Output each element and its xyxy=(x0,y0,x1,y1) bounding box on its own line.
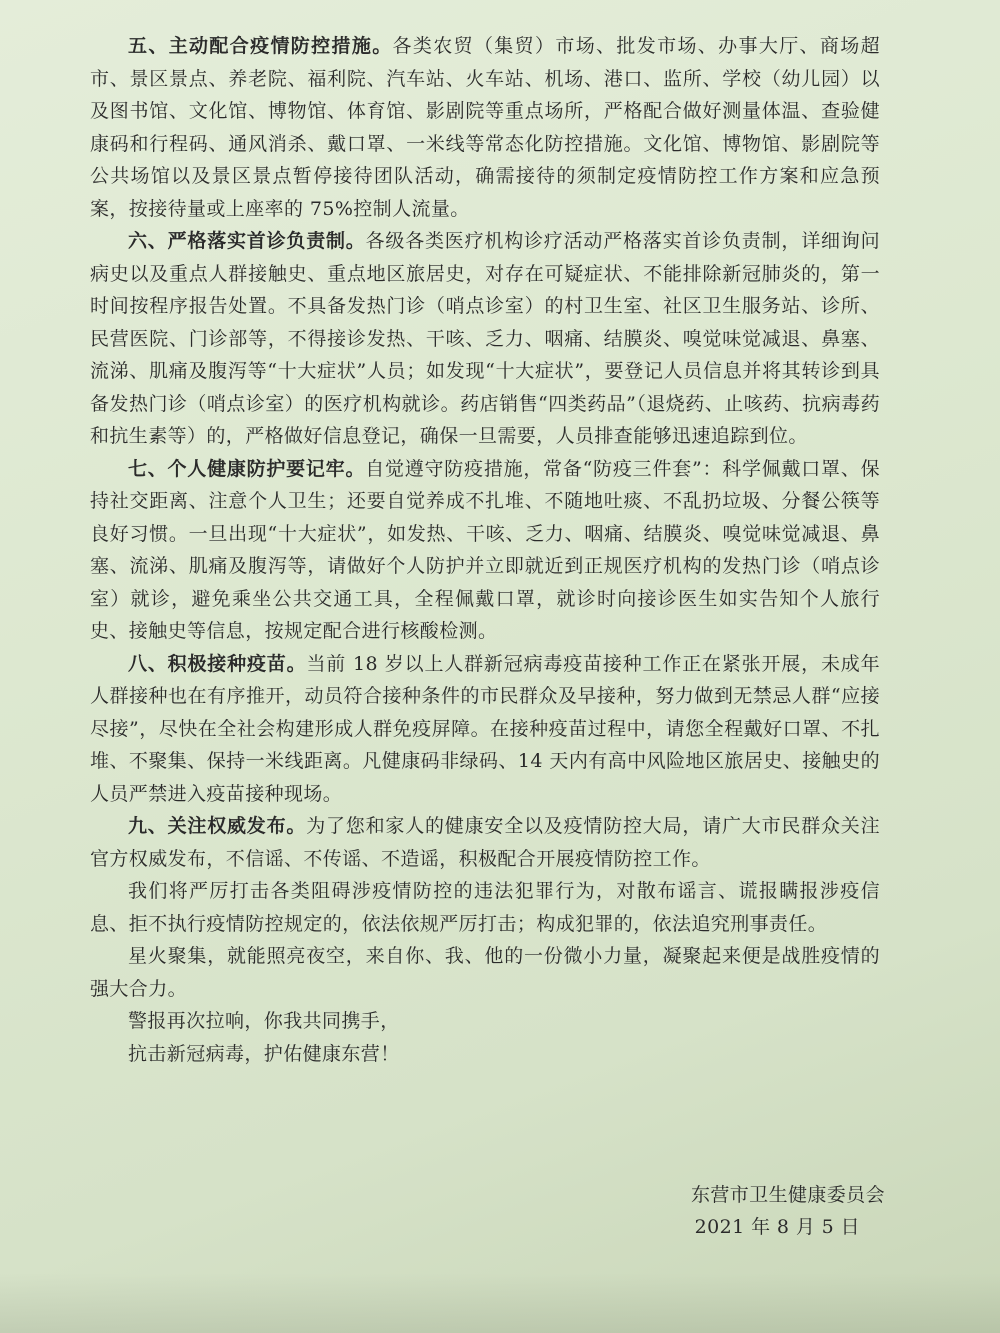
section-7 xyxy=(90,453,880,648)
section-5-body: 各类农贸（集贸）市场、批发市场、办事大厅、商场超市、景区景点、养老院、福利院、汽车站、火车站、机场、港口、监所、学校（幼儿园）以及图书馆、文化馆、博物馆、体育馆、影剧院等重点场所，严格配合做好测量体温、查验健康码和行程码、通风消杀、戴口罩、一米线等常态化防控措施。文化馆、博物馆、影剧院等公共场馆以及景区景点暂停接待团队活动，确需接待的须制定疫情防控工作方案和应急预案，按接待量或上座率的 75%控制人流量。 xyxy=(90,35,880,220)
section-6 xyxy=(90,225,880,453)
section-6-heading: 六、严格落实首诊负责制。 xyxy=(128,230,366,252)
section-8 xyxy=(90,648,880,811)
section-8-body: 当前 18 岁以上人群新冠病毒疫苗接种工作正在紧张开展，未成年人群接种也在有序推开，动员符合接种条件的市民群众及早接种，努力做到无禁忌人群“应接尽接”，尽快在全社会构建形成人群免疫屏障。在接种疫苗过程中，请您全程戴好口罩、不扎堆、不聚集、保持一米线距离。凡健康码非绿码、14 天内有高中风险地区旅居史、接触史的人员严禁进入疫苗接种现场。 xyxy=(90,652,880,805)
enforcement-paragraph: 我们将严厉打击各类阻碍涉疫情防控的违法犯罪行为，对散布谣言、谎报瞒报涉疫信息、拒不执行疫情防控规定的，依法依规严厉打击；构成犯罪的，依法追究刑事责任。 xyxy=(90,880,880,935)
signature-date: 2021 年 8 月 5 日 xyxy=(694,1216,860,1238)
solidarity-paragraph: 星火聚集，就能照亮夜空，来自你、我、他的一份微小力量，凝聚起来便是战胜疫情的强大合力。 xyxy=(90,945,880,1000)
section-6-body: 各级各类医疗机构诊疗活动严格落实首诊负责制，详细询问病史以及重点人群接触史、重点地区旅居史，对存在可疑症状、不能排除新冠肺炎的，第一时间按程序报告处置。不具备发热门诊（哨点诊室）的村卫生室、社区卫生服务站、诊所、民营医院、门诊部等，不得接诊发热、干咳、乏力、咽痛、结膜炎、嗅觉味觉减退、鼻塞、流涕、肌痛及腹泻等“十大症状”人员；如发现“十大症状”，要登记人员信息并将其转诊到具备发热门诊（哨点诊室）的医疗机构就诊。药店销售“四类药品”（退烧药、止咳药、抗病毒药和抗生素等）的，严格做好信息登记，确保一旦需要，人员排查能够迅速追踪到位。 xyxy=(90,230,880,447)
section-8-heading: 八、积极接种疫苗。 xyxy=(128,652,307,675)
closing-line-1: 警报再次拉响，你我共同携手， xyxy=(128,1010,400,1032)
section-7-body: 自觉遵守防疫措施，常备“防疫三件套”：科学佩戴口罩、保持社交距离、注意个人卫生；还要自觉养成不扎堆、不随地吐痰、不乱扔垃圾、分餐公筷等良好习惯。一旦出现“十大症状”，如发热、干咳、乏力、咽痛、结膜炎、嗅觉味觉减退、鼻塞、流涕、肌痛及腹泻等，请做好个人防护并立即就近到正规医疗机构的发热门诊（哨点诊室）就诊，避免乘坐公共交通工具，全程佩戴口罩，就诊时向接诊医生如实告知个人旅行史、接触史等信息，按规定配合进行核酸检测。 xyxy=(90,457,880,642)
section-9 xyxy=(90,810,880,875)
section-5-heading: 五、主动配合疫情防控措施。 xyxy=(128,35,393,57)
section-7-heading: 七、个人健康防护要记牢。 xyxy=(128,457,366,480)
section-9-heading: 九、关注权威发布。 xyxy=(128,815,307,837)
section-5 xyxy=(90,30,880,225)
page-shadow xyxy=(0,1273,1000,1333)
section-9-body: 为了您和家人的健康安全以及疫情防控大局，请广大市民群众关注官方权威发布，不信谣、不传谣、不造谣，积极配合开展疫情防控工作。 xyxy=(90,815,880,870)
notice-document xyxy=(90,30,880,1070)
closing-line-2: 抗击新冠病毒，护佑健康东营！ xyxy=(128,1042,400,1065)
signature-organization: 东营市卫生健康委员会 xyxy=(690,1184,885,1206)
